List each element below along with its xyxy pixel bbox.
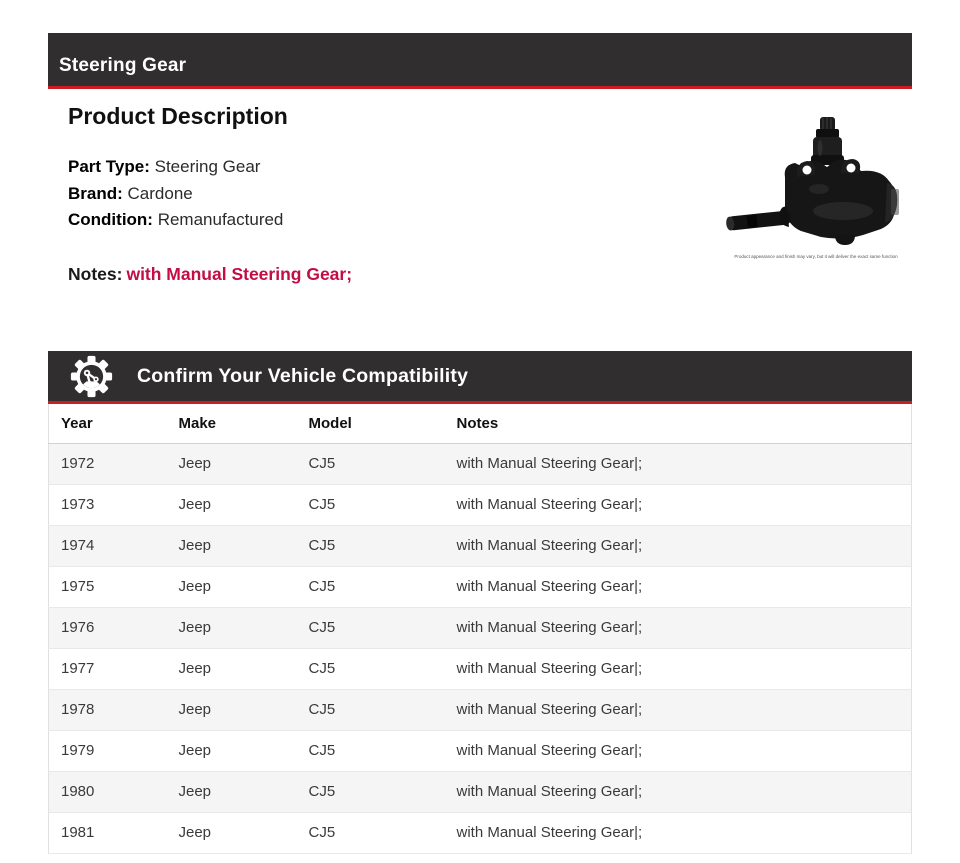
description-heading: Product Description [68, 103, 288, 129]
cell-model: CJ5 [297, 649, 445, 690]
cell-model: CJ5 [297, 526, 445, 567]
cell-model: CJ5 [297, 444, 445, 485]
cell-notes: with Manual Steering Gear|; [445, 649, 912, 690]
cell-notes: with Manual Steering Gear|; [445, 772, 912, 813]
product-title-bar [48, 33, 912, 89]
table-row [49, 526, 912, 567]
column-header-model: Model [297, 404, 445, 444]
compat-table-header [49, 404, 912, 444]
cell-year: 1981 [49, 813, 167, 854]
compatibility-header-bar [48, 351, 912, 404]
table-row [49, 608, 912, 649]
compatibility-heading: Confirm Your Vehicle Compatibility [137, 364, 469, 387]
cell-year: 1978 [49, 690, 167, 731]
gear-machinery-icon [70, 355, 113, 398]
cell-make: Jeep [167, 485, 297, 526]
cell-notes: with Manual Steering Gear|; [445, 731, 912, 772]
cell-make: Jeep [167, 526, 297, 567]
table-row [49, 731, 912, 772]
cell-make: Jeep [167, 444, 297, 485]
cell-make: Jeep [167, 813, 297, 854]
table-row [49, 772, 912, 813]
page-title: Steering Gear [59, 55, 187, 76]
cell-make: Jeep [167, 690, 297, 731]
detail-label: Brand: [68, 183, 123, 203]
notes-label: Notes: [68, 263, 123, 284]
detail-value: Remanufactured [157, 210, 284, 229]
detail-value: Cardone [127, 183, 193, 203]
notes-value: with Manual Steering Gear; [126, 263, 353, 284]
cell-model: CJ5 [297, 485, 445, 526]
cell-notes: with Manual Steering Gear|; [445, 813, 912, 854]
cell-year: 1977 [49, 649, 167, 690]
cell-make: Jeep [167, 608, 297, 649]
cell-notes: with Manual Steering Gear|; [445, 690, 912, 731]
cell-year: 1979 [49, 731, 167, 772]
detail-label: Part Type: [68, 157, 150, 176]
steering-gear-photo [723, 115, 909, 247]
notes-line [68, 264, 912, 285]
column-header-year: Year [49, 404, 167, 444]
cell-year: 1973 [49, 485, 167, 526]
cell-model: CJ5 [297, 567, 445, 608]
column-header-notes: Notes [445, 404, 912, 444]
cell-notes: with Manual Steering Gear|; [445, 567, 912, 608]
cell-model: CJ5 [297, 690, 445, 731]
table-row [49, 649, 912, 690]
table-row [49, 813, 912, 854]
cell-model: CJ5 [297, 731, 445, 772]
cell-year: 1972 [49, 444, 167, 485]
product-image [722, 115, 910, 259]
cell-notes: with Manual Steering Gear|; [445, 608, 912, 649]
cell-year: 1974 [49, 526, 167, 567]
cell-notes: with Manual Steering Gear|; [445, 485, 912, 526]
cell-notes: with Manual Steering Gear|; [445, 526, 912, 567]
cell-make: Jeep [167, 567, 297, 608]
compat-table-body [49, 444, 912, 854]
product-image-caption: Product appearance and finish may vary, but it will deliver the exact same function [734, 254, 898, 259]
cell-year: 1980 [49, 772, 167, 813]
cell-year: 1976 [49, 608, 167, 649]
cell-model: CJ5 [297, 608, 445, 649]
table-row [49, 690, 912, 731]
table-row [49, 485, 912, 526]
cell-make: Jeep [167, 731, 297, 772]
compatibility-table [48, 404, 912, 854]
cell-model: CJ5 [297, 772, 445, 813]
cell-model: CJ5 [297, 813, 445, 854]
column-header-make: Make [167, 404, 297, 444]
table-row [49, 444, 912, 485]
detail-value: Steering Gear [154, 157, 261, 176]
description-section [48, 103, 912, 313]
detail-label: Condition: [68, 210, 153, 229]
cell-make: Jeep [167, 649, 297, 690]
cell-year: 1975 [49, 567, 167, 608]
cell-make: Jeep [167, 772, 297, 813]
table-row [49, 567, 912, 608]
cell-notes: with Manual Steering Gear|; [445, 444, 912, 485]
